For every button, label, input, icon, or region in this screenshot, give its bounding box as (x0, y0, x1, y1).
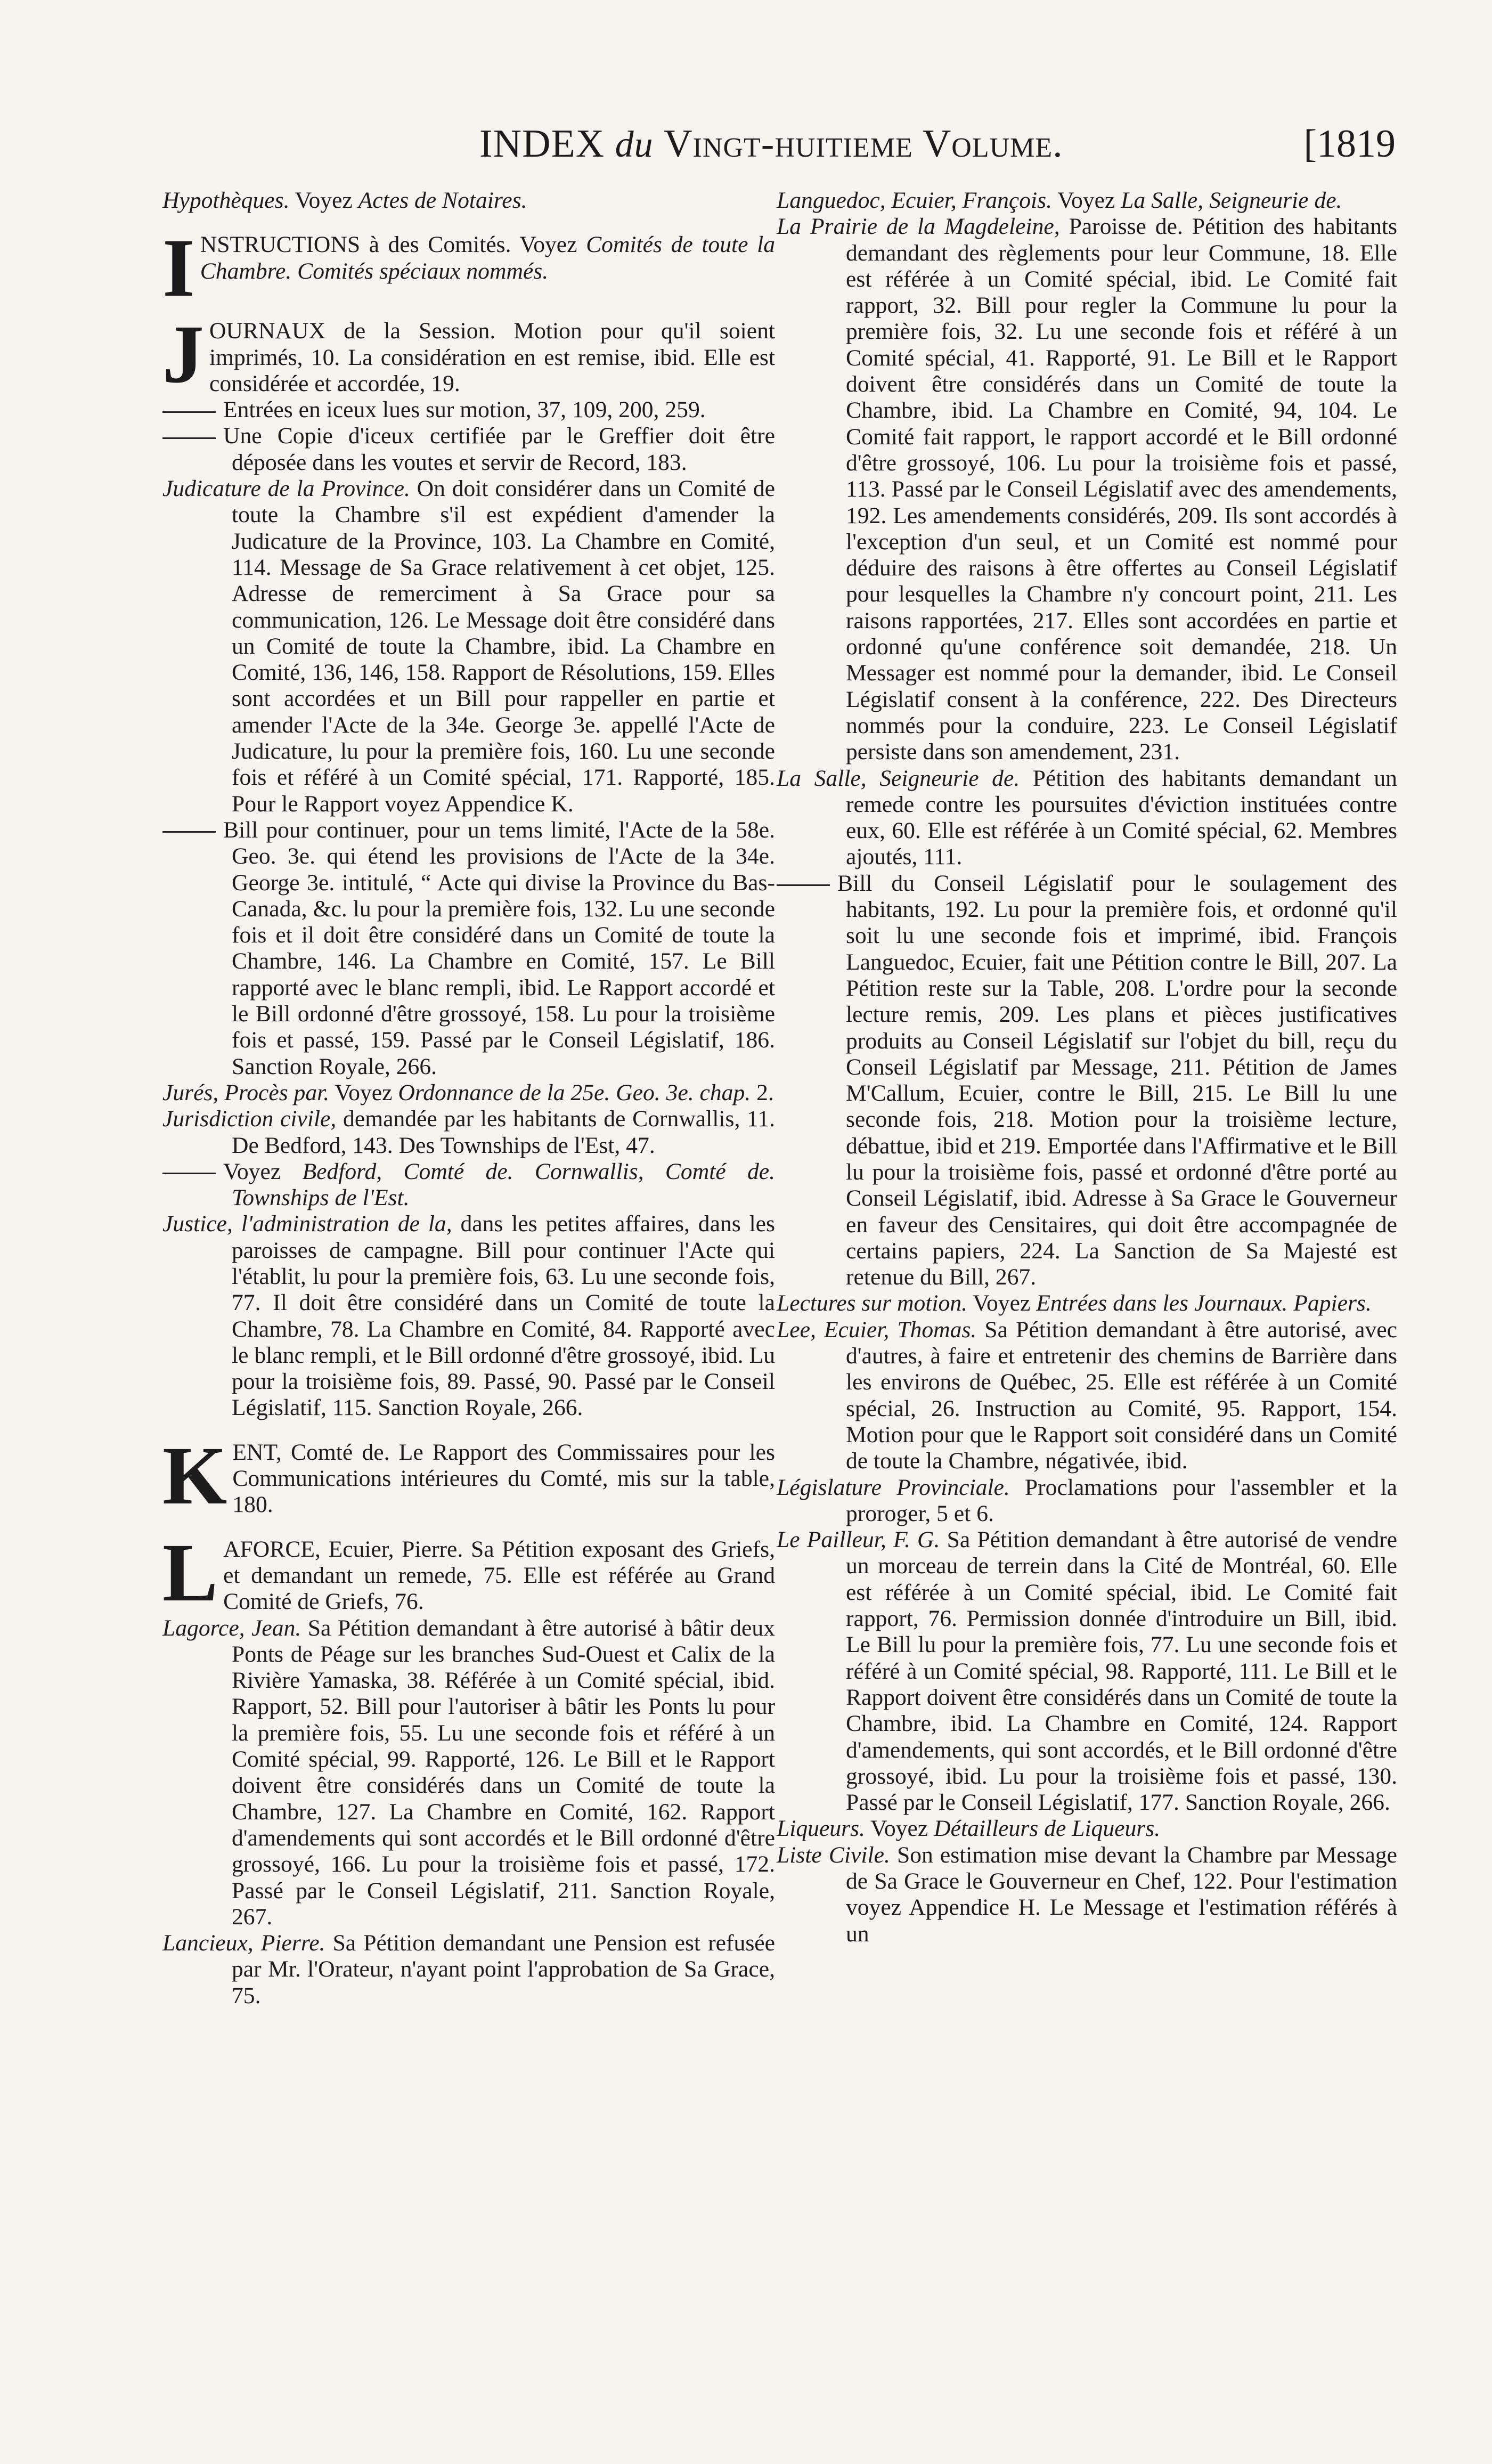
entry-text: NSTRUCTIONS à des Comités. Voyez (200, 232, 586, 258)
entry-term: Lee, Ecuier, Thomas. (777, 1316, 977, 1343)
index-entry (162, 423, 775, 476)
entry-text: On doit considérer dans un Comité de toute la Chambre s'il est expédient d'amender la Judicature de la Province, 103. La Chambre en Comité, 114. Message de Sa Grace relativement à cet objet, 125. Adresse de remerciment à Sa Grace pour sa communication, 126. Le Message doit être considéré dans un Comité de toute la Chambre, ibid. La Chambre en Comité, 136, 146, 158. Rapport de Résolutions, 159. Elles sont accordées et un Bill pour rappeller en partie et amender l'Acte de la 34e. George 3e. appellé l'Acte de Judicature, lu pour la première fois, 160. Lu une seconde fois et référé à un Comité spécial, 171. Rapporté, 185. Pour le Rapport voyez Appendice K. (232, 476, 776, 817)
entry-term: Judicature de la Province. (162, 476, 410, 502)
entry-text: Voyez (289, 188, 358, 213)
right-column (777, 188, 1397, 1947)
entry-term: Languedoc, Ecuier, François. (777, 188, 1052, 213)
entry-tail: 2. (751, 1079, 774, 1105)
drop-initial: J (162, 318, 204, 397)
entry-text: OURNAUX de la Session. Motion pour qu'il soient imprimés, 10. La considération en est remise, ibid. Elle est considérée et accordée, 19. (209, 318, 775, 396)
index-entry (777, 188, 1397, 214)
index-entry (162, 476, 775, 817)
title-du: du (615, 124, 654, 165)
entry-text: Voyez (967, 1290, 1037, 1316)
entry-text: Bill du Conseil Législatif pour le soulagement des habitants, 192. Lu pour la première fois, et ordonné qu'il soit lu une seconde fois et imprimé, ibid. François Languedoc, Ecuier, fait une Pétition contre le Bill, 207. La Pétition reste sur la Table, 208. L'ordre pour la seconde lecture remis, 209. Les plans et pièces justificatives produits au Conseil Législatif sur l'objet du bill, reçu du Conseil Législatif par Message, 211. Pétition de James M'Callum, Ecuier, contre le Bill, 215. Le Bill lu une seconde fois, 218. Motion pour la troisième lecture, débattue, ibid et 219. Emportée dans l'Affirmative et le Bill lu pour la troisième fois, passé et ordonné d'être porté au Conseil Législatif, ibid. Adresse à Sa Grace le Gouverneur en faveur des Censitaires, qui doit être accompagnée de certains papiers, 224. La Sanction de Sa Majesté est retenue du Bill, 267. (837, 870, 1397, 1290)
title-rest: Vingt-huitieme Volume. (664, 122, 1063, 166)
entry-term: Lagorce, Jean. (162, 1615, 301, 1641)
entry-term: Liqueurs. (777, 1816, 865, 1842)
running-title (479, 121, 1063, 167)
index-entry (777, 1527, 1397, 1816)
drop-initial: L (162, 1536, 218, 1615)
drop-initial: I (162, 232, 195, 300)
entry-cross-reference: Bedford, Comté de. Cornwallis, Comté de. Townships de l'Est. (232, 1158, 775, 1211)
entry-term: La Prairie de la Magdeleine, (777, 214, 1060, 240)
continuation-dash (162, 1173, 216, 1174)
index-entry (162, 1440, 775, 1518)
entry-text: Voyez (1052, 188, 1121, 213)
entry-term: Hypothèques. (162, 188, 290, 213)
index-entry (162, 1930, 775, 2009)
left-column (162, 188, 775, 2009)
title-main: INDEX (479, 122, 605, 166)
index-entry (162, 1536, 775, 1615)
index-entry (777, 1842, 1397, 1947)
index-entry (777, 1816, 1397, 1842)
index-entry (777, 766, 1397, 871)
entry-term: Liste Civile. (777, 1842, 890, 1868)
entry-text: Sa Pétition demandant à être autorisé de vendre un morceau de terrein dans la Cité de Montréal, 60. Elle est référée à un Comité spécial, ibid. Le Comité fait rapport, 76. Permission donnée d'introduire un Bill, ibid. Le Bill lu pour la première fois, 77. Lu une seconde fois et référé à un Comité spécial, 98. Rapporté, 111. Le Bill et le Rapport doivent être considérés dans un Comité de toute la Chambre, ibid. La Chambre en Comité, 124. Rapport d'amendements, qui sont accordés, et le Bill ordonné d'être grossoyé, ibid. Lu pour la troisième fois et passé, 130. Passé par le Conseil Législatif, 177. Sanction Royale, 266. (846, 1527, 1397, 1816)
entry-term: Justice, l'administration de la, (162, 1211, 452, 1237)
entry-text: AFORCE, Ecuier, Pierre. Sa Pétition exposant des Griefs, et demandant un remede, 75. Elle est référée au Grand Comité de Griefs, 76. (223, 1536, 775, 1615)
entry-cross-reference: Comités de toute la Chambre. Comités spéciaux nommés. (200, 232, 775, 284)
index-entry (162, 1615, 775, 1931)
index-entry (162, 318, 775, 397)
entry-text: Voyez (223, 1158, 303, 1184)
continuation-dash (162, 831, 216, 833)
index-entry (162, 188, 775, 214)
entry-term: La Salle, Seigneurie de. (777, 765, 1020, 791)
entry-text: Sa Pétition demandant à être autorisé à bâtir deux Ponts de Péage sur les branches Sud-Ouest et Calix de la Rivière Yamaska, 38. Référée à un Comité spécial, ibid. Rapport, 52. Bill pour l'autoriser à bâtir les Ponts lu pour la première fois, 55. Lu une seconde fois et référé à un Comité spécial, 99. Rapporté, 126. Le Bill et le Rapport doivent être considérés dans un Comité de toute la Chambre, 127. La Chambre en Comité, 162. Rapport d'amendements qui sont accordés et le Bill ordonné d'être grossoyé, 166. Lu pour la troisième fois et passé, 172. Passé par le Conseil Législatif, 211. Sanction Royale, 267. (232, 1615, 775, 1930)
index-entry (162, 1211, 775, 1421)
entry-text: dans les petites affaires, dans les paroisses de campagne. Bill pour continuer l'Acte qui l'établit, lu pour la première fois, 63. Lu une seconde fois, 77. Il doit être considéré dans un Comité de toute la Chambre, 78. La Chambre en Comité, 84. Rapporté avec le blanc rempli, et le Bill ordonné d'être grossoyé, ibid. Lu pour la troisième fois, 89. Passé, 90. Passé par le Conseil Législatif, 115. Sanction Royale, 266. (232, 1211, 775, 1421)
entry-cross-reference: Entrées dans les Journaux. Papiers. (1036, 1290, 1372, 1316)
entry-text: Une Copie d'iceux certifiée par le Greffier doit être déposée dans les voutes et servir de Record, 183. (223, 423, 775, 475)
entry-term: Lectures sur motion. (777, 1290, 968, 1316)
index-entry (777, 1290, 1397, 1316)
entry-text: Proclamations pour l'assembler et la proroger, 5 et 6. (846, 1474, 1397, 1526)
continuation-dash (162, 411, 216, 413)
entry-text: Pétition des habitants demandant un remede contre les poursuites d'éviction instituées contre eux, 60. Elle est référée à un Comité spécial, 62. Membres ajoutés, 111. (846, 765, 1397, 870)
entry-text: Entrées en iceux lues sur motion, 37, 109, 200, 259. (223, 397, 706, 423)
page-year: [1819 (1303, 122, 1396, 166)
drop-initial: K (162, 1439, 227, 1518)
index-entry (162, 232, 775, 300)
index-entry (777, 214, 1397, 765)
entry-term: Jurés, Procès par. (162, 1079, 330, 1105)
continuation-dash (777, 884, 830, 886)
continuation-dash (162, 437, 216, 439)
index-entry (162, 1106, 775, 1159)
entry-text: Voyez (865, 1816, 934, 1842)
entry-term: Lancieux, Pierre. (162, 1930, 325, 1956)
page-header (160, 121, 1396, 185)
entry-text: ENT, Comté de. Le Rapport des Commissaires pour les Communications intérieures du Comté, mis sur la table, 180. (232, 1439, 775, 1518)
index-entry (162, 397, 775, 423)
index-entry (162, 1159, 775, 1211)
entry-cross-reference: Détailleurs de Liqueurs. (934, 1816, 1161, 1842)
entry-term: Le Pailleur, F. G. (777, 1527, 940, 1553)
entry-term: Législature Provinciale. (777, 1474, 1010, 1500)
entry-cross-reference: Ordonnance de la 25e. Geo. 3e. chap. (398, 1079, 751, 1105)
index-entry (777, 1317, 1397, 1475)
entry-text: Paroisse de. Pétition des habitants demandant des règlements pour leur Commune, 18. Elle est référée à un Comité spécial, ibid. Le Comité fait rapport, 32. Bill pour regler la Commune lu pour la première fois, 32. Lu une seconde fois et référé à un Comité spécial, 41. Rapporté, 91. Le Bill et le Rapport doivent être considérés dans un Comité de toute la Chambre, ibid. La Chambre en Comité, 94, 104. Le Comité fait rapport, le rapport accordé et le Bill ordonné d'être grossoyé, 106. Lu pour la troisième fois et passé, 113. Passé par le Conseil Législatif avec des amendements, 192. Les amendements considérés, 209. Ils sont accordés à l'exception d'un seul, et un Comité est nommé pour déduire des raisons à être offertes au Conseil Législatif pour lesquelles la Chambre n'y concourt point, 211. Les raisons rapportées, 217. Elles sont accordées en partie et ordonné qu'une conférence soit demandée, 218. Un Messager est nommé pour la demander, ibid. Le Conseil Législatif consent à la conférence, 222. Des Directeurs nommés pour la conduire, 223. Le Conseil Législatif persiste dans son amendement, 231. (846, 214, 1397, 765)
entry-text: Sa Pétition demandant à être autorisé, avec d'autres, à faire et entretenir des chemins de Barrière dans les environs de Québec, 25. Elle est référée à un Comité spécial, 26. Instruction au Comité, 95. Rapport, 154. Motion pour que le Rapport soit considéré dans un Comité de toute la Chambre, négativée, ibid. (846, 1316, 1397, 1474)
index-entry (777, 1475, 1397, 1527)
entry-text: Voyez (329, 1079, 398, 1105)
index-entry (777, 871, 1397, 1291)
index-entry (162, 1080, 775, 1106)
entry-text: Bill pour continuer, pour un tems limité, l'Acte de la 58e. Geo. 3e. qui étend les provisions de l'Acte de la 34e. George 3e. intitulé, “ Acte qui divise la Province du Bas-Canada, &c. lu pour la première fois, 132. Lu une seconde fois et il doit être considéré dans un Comité de toute la Chambre, 146. La Chambre en Comité, 157. Le Bill rapporté avec le blanc rempli, ibid. Le Rapport accordé et le Bill ordonné d'être grossoyé, 158. Lu pour la troisième fois et passé, 159. Passé par le Conseil Législatif, 186. Sanction Royale, 266. (223, 817, 775, 1079)
entry-text: Son estimation mise devant la Chambre par Message de Sa Grace le Gouverneur en Chef, 122. Pour l'estimation voyez Appendice H. Le Message et l'estimation référés à un (846, 1842, 1397, 1947)
index-entry (162, 817, 775, 1080)
entry-text: Sa Pétition demandant une Pension est refusée par Mr. l'Orateur, n'ayant point l'approbation de Sa Grace, 75. (232, 1930, 775, 2008)
entry-text: demandée par les habitants de Cornwallis, 11. De Bedford, 143. Des Townships de l'Est, 47. (232, 1106, 775, 1158)
entry-cross-reference: Actes de Notaires. (358, 188, 527, 213)
entry-term: Jurisdiction civile, (162, 1106, 337, 1132)
entry-cross-reference: La Salle, Seigneurie de. (1121, 188, 1342, 213)
